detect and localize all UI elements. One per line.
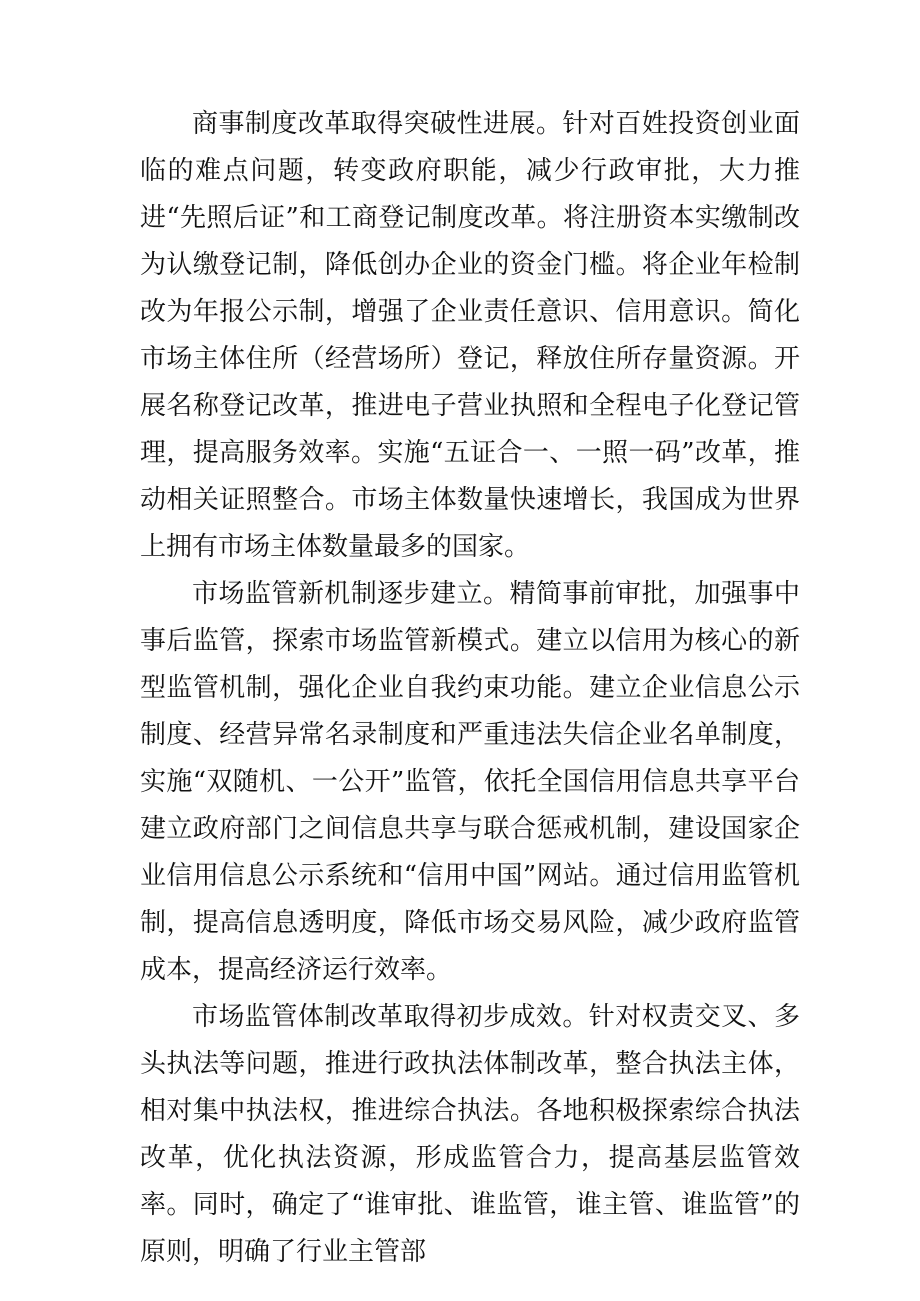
paragraph-market-supervision-mechanism: 市场监管新机制逐步建立。精简事前审批，加强事中事后监管，探索市场监管新模式。建立以信用为核心的新型监管机制，强化企业自我约束功能。建立企业信息公示制度、经营异常名录制度和严重违法失信企业名单制度，实施“双随机、一公开”监管，依托全国信用信息共享平台建立政府部门之间信息共享与联合惩戒机制，建设国家企业信用信息公示系统和“信用中国”网站。通过信用监管机制，提高信息透明度，降低市场交易风险，减少政府监管成本，提高经济运行效率。 <box>140 579 800 985</box>
paragraph-supervision-system-reform: 市场监管体制改革取得初步成效。针对权责交叉、多头执法等问题，推进行政执法体制改革，整合执法主体，相对集中执法权，推进综合执法。各地积极探索综合执法改革，优化执法资源，形成监管合力，提高基层监管效率。同时，确定了“谁审批、谁监管，谁主管、谁监管”的原则，明确了行业主管部 <box>140 1002 800 1267</box>
paragraph-commercial-reform: 商事制度改革取得突破性进展。针对百姓投资创业面临的难点问题，转变政府职能，减少行政审批，大力推进“先照后证”和工商登记制度改革。将注册资本实缴制改为认缴登记制，降低创办企业的资金门槛。将企业年检制改为年报公示制，增强了企业责任意识、信用意识。简化市场主体住所（经营场所）登记，释放住所存量资源。开展名称登记改革，推进电子营业执照和全程电子化登记管理，提高服务效率。实施“五证合一、一照一码”改革，推动相关证照整合。市场主体数量快速增长，我国成为世界上拥有市场主体数量最多的国家。 <box>140 109 800 562</box>
document-body <box>140 101 800 1276</box>
